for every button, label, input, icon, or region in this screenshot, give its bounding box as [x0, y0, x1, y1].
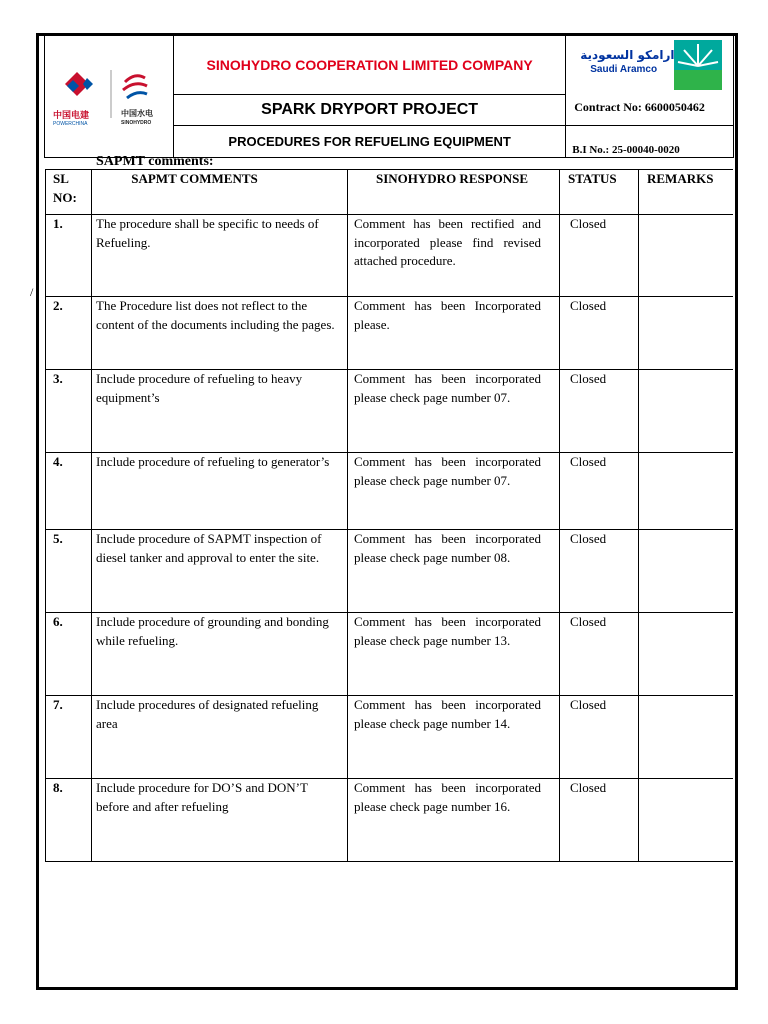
row-sl: 1.: [46, 215, 92, 297]
row-sl: 4.: [46, 453, 92, 530]
row-sl: 8.: [46, 779, 92, 862]
document-header: [44, 35, 734, 158]
row-response: Comment has been incorporated please check page number 14.: [348, 696, 560, 779]
header-response: SINOHYDRO RESPONSE: [348, 170, 560, 215]
row-response: Comment has been incorporated please check page number 07.: [348, 370, 560, 453]
row-sl: 2.: [46, 297, 92, 370]
sinohydro-en-label: SINOHYDRO: [121, 120, 152, 126]
row-status: Closed: [560, 696, 639, 779]
aramco-star-icon: [674, 40, 722, 90]
aramco-english-label: Saudi Aramco: [590, 64, 658, 75]
stray-mark: /: [30, 285, 34, 299]
row-sl: 6.: [46, 613, 92, 696]
row-status: Closed: [560, 297, 639, 370]
powerchina-logo-mark: [45, 36, 173, 152]
table-row: [46, 696, 734, 779]
row-sl: 7.: [46, 696, 92, 779]
contract-number: Contract No: 6600050462: [574, 100, 705, 114]
row-remarks: [639, 370, 734, 453]
row-status: Closed: [560, 613, 639, 696]
row-response: Comment has been Incorporated please.: [348, 297, 560, 370]
row-response: Comment has been incorporated please check page number 07.: [348, 453, 560, 530]
powerchina-sinohydro-logo: [45, 36, 174, 158]
saudi-aramco-logo: [566, 36, 734, 126]
aramco-arabic-label: ارامكو السعودية: [580, 48, 675, 62]
row-remarks: [639, 696, 734, 779]
table-row: [46, 215, 734, 297]
section-title: SAPMT comments:: [96, 154, 214, 169]
comments-table: [45, 169, 733, 862]
table-header-row: [46, 170, 734, 215]
header-comments: SAPMT COMMENTS: [92, 170, 348, 215]
row-sl: 5.: [46, 530, 92, 613]
project-name: SPARK DRYPORT PROJECT: [174, 94, 566, 126]
row-comment: Include procedure of refueling to heavy equipment’s: [92, 370, 348, 453]
header-status: STATUS: [560, 170, 639, 215]
row-response: Comment has been incorporated please check page number 16.: [348, 779, 560, 862]
sinohydro-cn-label: 中国水电: [121, 109, 153, 118]
row-comment: Include procedures of designated refueling area: [92, 696, 348, 779]
row-remarks: [639, 453, 734, 530]
row-response: Comment has been incorporated please check page number 13.: [348, 613, 560, 696]
table-row: [46, 370, 734, 453]
row-status: Closed: [560, 453, 639, 530]
table-row: [46, 530, 734, 613]
row-response: Comment has been rectified and incorporated please find revised attached procedure.: [348, 215, 560, 297]
row-comment: Include procedure of refueling to generator’s: [92, 453, 348, 530]
row-remarks: [639, 613, 734, 696]
row-sl: 3.: [46, 370, 92, 453]
powerchina-en-label: POWERCHINA: [53, 121, 88, 127]
row-status: Closed: [560, 370, 639, 453]
row-comment: Include procedure of grounding and bonding while refueling.: [92, 613, 348, 696]
row-response: Comment has been incorporated please check page number 08.: [348, 530, 560, 613]
table-row: [46, 779, 734, 862]
row-comment: The procedure shall be specific to needs of Refueling.: [92, 215, 348, 297]
row-remarks: [639, 530, 734, 613]
row-remarks: [639, 215, 734, 297]
header-remarks: REMARKS: [639, 170, 734, 215]
row-comment: The Procedure list does not reflect to the content of the documents including the pages.: [92, 297, 348, 370]
procedure-title: PROCEDURES FOR REFUELING EQUIPMENT: [174, 126, 566, 158]
row-status: Closed: [560, 530, 639, 613]
table-row: [46, 297, 734, 370]
row-status: Closed: [560, 779, 639, 862]
table-row: [46, 613, 734, 696]
row-remarks: [639, 297, 734, 370]
header-sl-no: SL NO:: [46, 170, 92, 215]
row-comment: Include procedure for DO’S and DON’T before and after refueling: [92, 779, 348, 862]
table-row: [46, 453, 734, 530]
row-remarks: [639, 779, 734, 862]
row-status: Closed: [560, 215, 639, 297]
row-comment: Include procedure of SAPMT inspection of diesel tanker and approval to enter the site.: [92, 530, 348, 613]
powerchina-cn-label: 中国电建: [53, 111, 90, 121]
bi-number: B.I No.: 25-00040-0020: [566, 126, 734, 158]
company-name: SINOHYDRO COOPERATION LIMITED COMPANY: [174, 36, 566, 95]
